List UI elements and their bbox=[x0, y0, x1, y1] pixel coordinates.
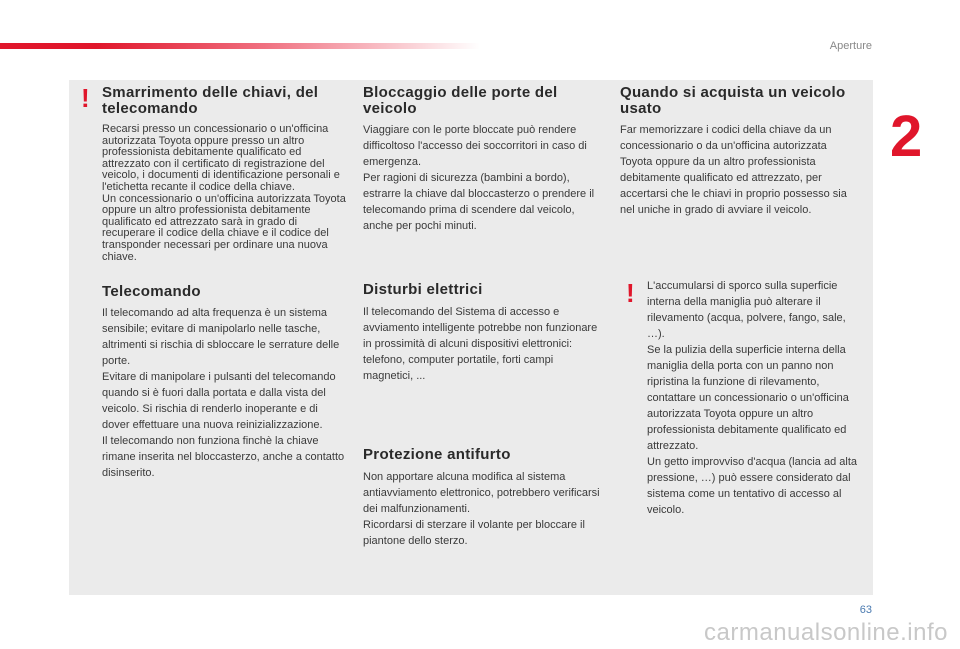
remote-title: Telecomando bbox=[102, 283, 201, 300]
header-accent-bar bbox=[0, 43, 480, 49]
antitheft-title: Protezione antifurto bbox=[363, 446, 511, 463]
door-lock-text: Viaggiare con le porte bloccate può rendere difficoltoso l'accesso dei soccorritori in caso di emergenza. Per ragioni di sicurezza (bambini a bordo), estrarre la chiave dal bloccasterzo o prendere il telecomando prima di scendere dal veicolo, anche per pochi minuti. bbox=[363, 124, 595, 232]
warning-icon: ! bbox=[81, 83, 90, 113]
watermark: carmanualsonline.info bbox=[704, 619, 948, 646]
chapter-number: 2 bbox=[890, 104, 923, 169]
warning-icon: ! bbox=[626, 278, 635, 308]
content-panel bbox=[69, 80, 873, 595]
dirt-warning-text: L'accumularsi di sporco sulla superficie interna della maniglia può alterare il rilevamento (acqua, polvere, fango, sale, …). Se la pulizia della superficie interna della maniglia della porta con un panno non ripristina la funzione di rilevamento, contattare un concessionario o un'officina autorizzata Toyota oppure un altro professionista debitamente qualificato ed attrezzato. Un getto improvviso d'acqua (lancia ad alta pressione, …) può essere considerato dal sistema come un tentativo di accesso al veicolo. bbox=[647, 280, 857, 516]
used-vehicle-title: Quando si acquista un veicolo usato bbox=[620, 84, 846, 117]
used-vehicle-text: Far memorizzare i codici della chiave da un concessionario o da un'officina autorizzata Toyota oppure da un altro professionista debitamente qualificato ed attrezzato, per accertarsi che le chiavi in proprio possesso sia nel uniche in grado di avviare il veicolo. bbox=[620, 124, 847, 216]
door-lock-title: Bloccaggio delle porte del veicolo bbox=[363, 84, 558, 117]
remote-text: Il telecomando ad alta frequenza è un sistema sensibile; evitare di manipolarlo nelle tasche, altrimenti si rischia di sbloccare le serrature delle porte. Evitare di manipolare i pulsanti del telecomando quando si è fuori dalla portata e dalla vista del veicolo. Si rischia di renderlo inoperante e di dover effettuare una nuova reinizializzazione. Il telecomando non funziona finchè la chiave rimane inserita nel bloccasterzo, anche a contatto disinserito. bbox=[102, 307, 345, 479]
electrical-title: Disturbi elettrici bbox=[363, 281, 483, 298]
lost-keys-title: Smarrimento delle chiavi, del telecomando bbox=[102, 84, 319, 117]
lost-keys-text: Recarsi presso un concessionario o un'officina autorizzata Toyota oppure presso un altro professionista debitamente qualificato ed attrezzato con il certificato di registrazione del veicolo, i documenti di identificazione personali e l'etichetta recante il codice della chiave. Un concessionario o un'officina autorizzata Toyota oppure un altro professionista debitamente qualificato ed attrezzato sarà in grado di recuperare il codice della chiave e il codice del transponder necessari per ordinare una nuova chiave. bbox=[102, 123, 346, 263]
page-number: 63 bbox=[859, 604, 872, 616]
antitheft-text: Non apportare alcuna modifica al sistema antiavviamento elettronico, potrebbero verificarsi dei malfunzionamenti. Ricordarsi di sterzare il volante per bloccare il piantone dello sterzo. bbox=[363, 471, 600, 547]
section-label: Aperture bbox=[829, 40, 872, 52]
electrical-text: Il telecomando del Sistema di accesso e avviamento intelligente potrebbe non funzionare in prossimità di alcuni dispositivi elettronici: telefono, computer portatile, forti campi magnetici, ... bbox=[363, 306, 598, 382]
